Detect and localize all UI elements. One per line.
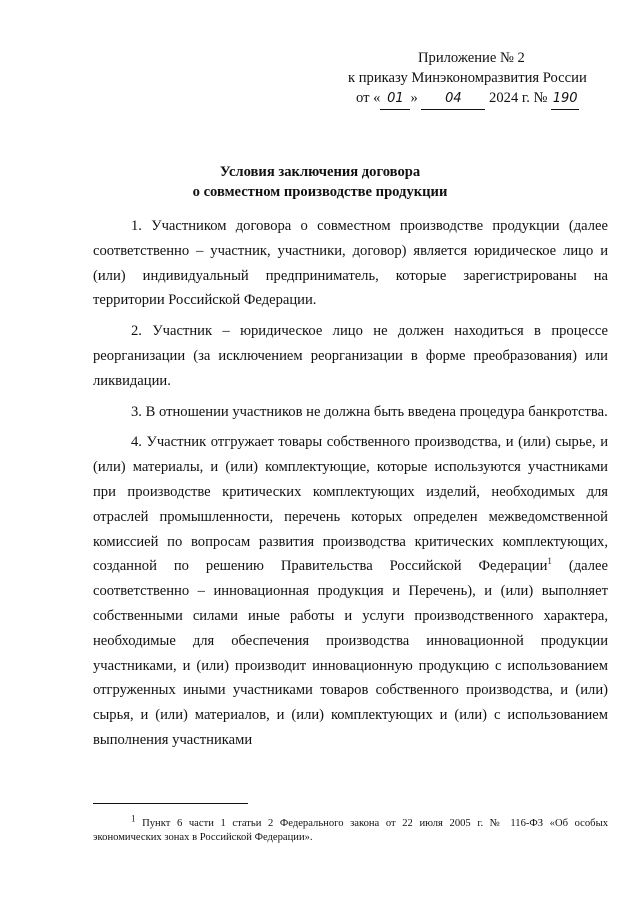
document-title <box>0 162 640 202</box>
paragraph-4-part-1: 4. Участник отгружает товары собственного производства, и (или) сырье, и (или) материалы, и (или) комплектующие, которые используются участниками при производстве критических комплектующих изделий, необходимых для отраслей промышленности, перечень которых определен межведомственной комиссией по вопросам развития производства критических комплектующих, созданной по решению Правительства Российской Федерации <box>93 434 608 575</box>
paragraph-1: 1. Участником договора о совместном производстве продукции (далее соответственно – участник, участники, договор) является юридическое лицо и (или) индивидуальный предприниматель, которые зарегистрированы на территории Российской Федерации. <box>93 218 608 309</box>
paragraph-3: 3. В отношении участников не должна быть введена процедура банкротства. <box>131 403 608 420</box>
footnote <box>93 813 608 844</box>
appendix-date-line <box>348 88 608 110</box>
title-line-1: Условия заключения договора <box>219 164 421 180</box>
document-body <box>93 214 608 759</box>
footnote-body <box>93 813 608 844</box>
footnote-text: Пункт 6 части 1 статьи 2 Федерального закона от 22 июля 2005 г. № 116-ФЗ «Об особых экономических зонах в Российской Федерации». <box>93 818 608 843</box>
handwritten-order-number: 190 <box>551 89 579 110</box>
paragraph-4-part-2: (далее соответственно – инновационная продукция и Перечень), и (или) выполняет собственными силами иные работы и услуги производственного характера, необходимые для обеспечения производства инновационной продукции участниками, и (или) производит инновационную продукцию с использованием отгруженных иными участниками товаров собственного производства, и (или) сырья, и (или) материалов, и (или) комплектующих и (или) с использованием выполнения участниками <box>93 558 608 748</box>
paragraph-4 <box>93 430 608 752</box>
date-mid: » <box>410 90 418 106</box>
appendix-order-ref: к приказу Минэкономразвития России <box>348 70 587 86</box>
paragraph-2: 2. Участник – юридическое лицо не должен находиться в процессе реорганизации (за исключением реорганизации в форме преобразования) или ликвидации. <box>93 323 608 389</box>
handwritten-month: 04 <box>421 89 485 110</box>
date-year: 2024 г. № <box>489 90 548 106</box>
appendix-header <box>348 48 608 110</box>
handwritten-day: 01 <box>380 89 410 110</box>
footnote-separator <box>93 803 248 804</box>
date-prefix: от « <box>356 90 381 106</box>
appendix-number: Приложение № 2 <box>418 50 525 66</box>
footnote-mark: 1 <box>131 813 136 824</box>
title-line-2: о совместном производстве продукции <box>192 184 448 200</box>
footnote-reference: 1 <box>547 556 552 567</box>
